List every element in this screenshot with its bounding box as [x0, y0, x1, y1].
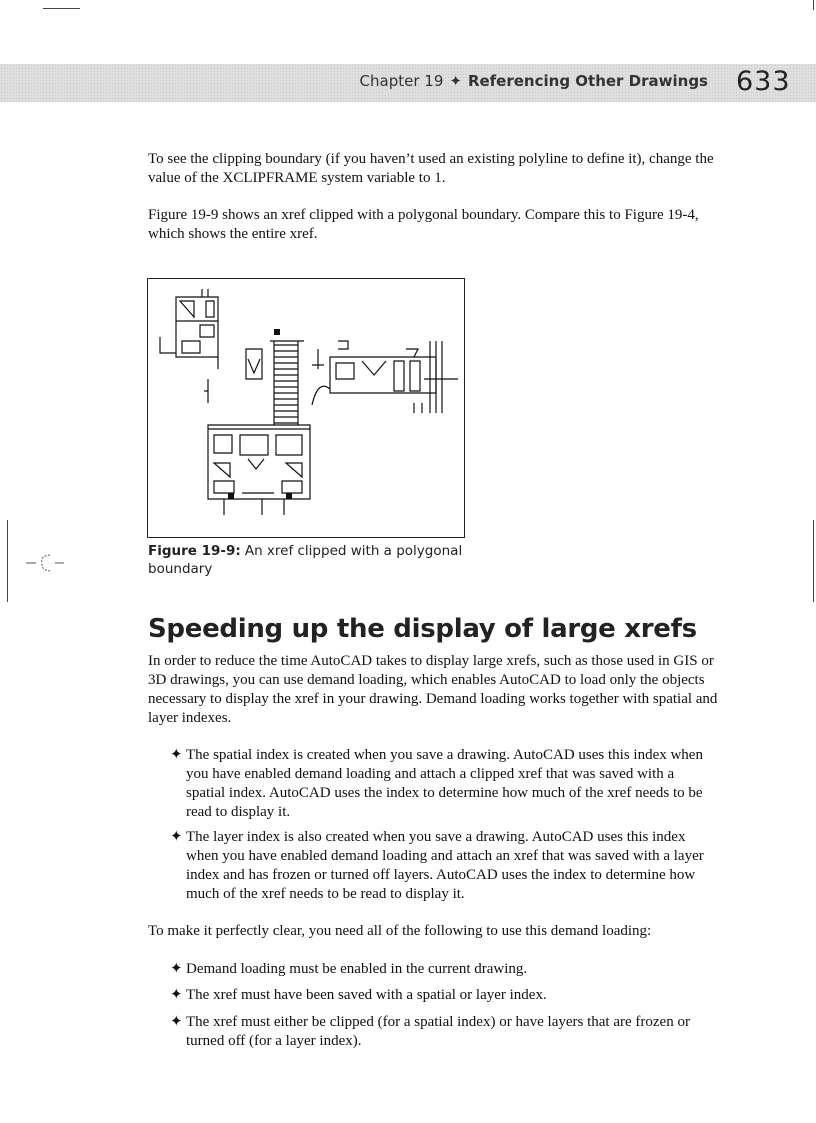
list-item: [170, 1013, 710, 1051]
paragraph-figure-reference: Figure 19-9 shows an xref clipped with a polygonal boundary. Compare this to Figure 19-4, which shows the entire xref.: [148, 207, 699, 242]
paragraph-lead: To make it perfectly clear, you need all of the following to use this demand loading:: [148, 923, 652, 939]
diamond-bullet-icon: ✦: [170, 961, 183, 977]
page-number: 633: [736, 66, 791, 97]
section-intro: In order to reduce the time AutoCAD takes to display large xrefs, such as those used in GIS or 3D drawings, you can use demand loading, which enables AutoCAD to load only the objects necessary to display the xref in your drawing. Demand loading works together with spatial and layer indexes.: [148, 653, 718, 726]
margin-rule-left: [7, 520, 8, 602]
figure-19-9: [147, 278, 465, 538]
figure-caption-text: An xref clipped with a polygonal boundary: [148, 543, 463, 577]
diamond-bullet-icon: ✦: [170, 747, 183, 763]
diamond-bullet-icon: ✦: [170, 829, 183, 845]
chapter-title: Referencing Other Drawings: [467, 72, 708, 90]
floor-plan-drawing: [148, 279, 464, 537]
list-item-text: The spatial index is created when you save a drawing. AutoCAD uses this index when you have enabled demand loading and attach a clipped xref that was saved with a spatial index. AutoCAD uses the index to determine how much of the xref needs to be read to display it.: [186, 747, 703, 820]
crop-mark-top-right: [813, 0, 814, 10]
list-item: [170, 986, 710, 1005]
crop-mark-top-left: [43, 8, 80, 9]
margin-rule-right: [813, 520, 814, 602]
running-header: [360, 72, 708, 90]
list-item-text: The xref must have been saved with a spatial or layer index.: [186, 987, 547, 1003]
list-item-text: The layer index is also created when you save a drawing. AutoCAD uses this index when you have enabled demand loading and attach an xref that was saved with a layer index and has frozen or turned off layers. AutoCAD uses the index to determine how much of the xref needs to be read to display it.: [186, 829, 704, 902]
diamond-bullet-icon: ✦: [170, 987, 183, 1003]
list-item: [170, 828, 710, 904]
chapter-label: Chapter 19: [359, 72, 444, 90]
list-item-text: The xref must either be clipped (for a spatial index) or have layers that are frozen or turned off (for a layer index).: [186, 1014, 690, 1049]
list-item: [170, 960, 710, 979]
registration-mark-icon: [26, 548, 66, 578]
figure-label: Figure 19-9:: [148, 543, 241, 559]
paragraph-clipping-boundary: To see the clipping boundary (if you haven’t used an existing polyline to define it), change the value of the XCLIPFRAME system variable to 1.: [148, 151, 714, 186]
section-heading: Speeding up the display of large xrefs: [148, 614, 697, 644]
diamond-icon: ✦: [449, 72, 462, 90]
list-item: [170, 746, 710, 822]
diamond-bullet-icon: ✦: [170, 1014, 183, 1030]
figure-caption: [148, 542, 468, 578]
list-item-text: Demand loading must be enabled in the current drawing.: [186, 961, 528, 977]
